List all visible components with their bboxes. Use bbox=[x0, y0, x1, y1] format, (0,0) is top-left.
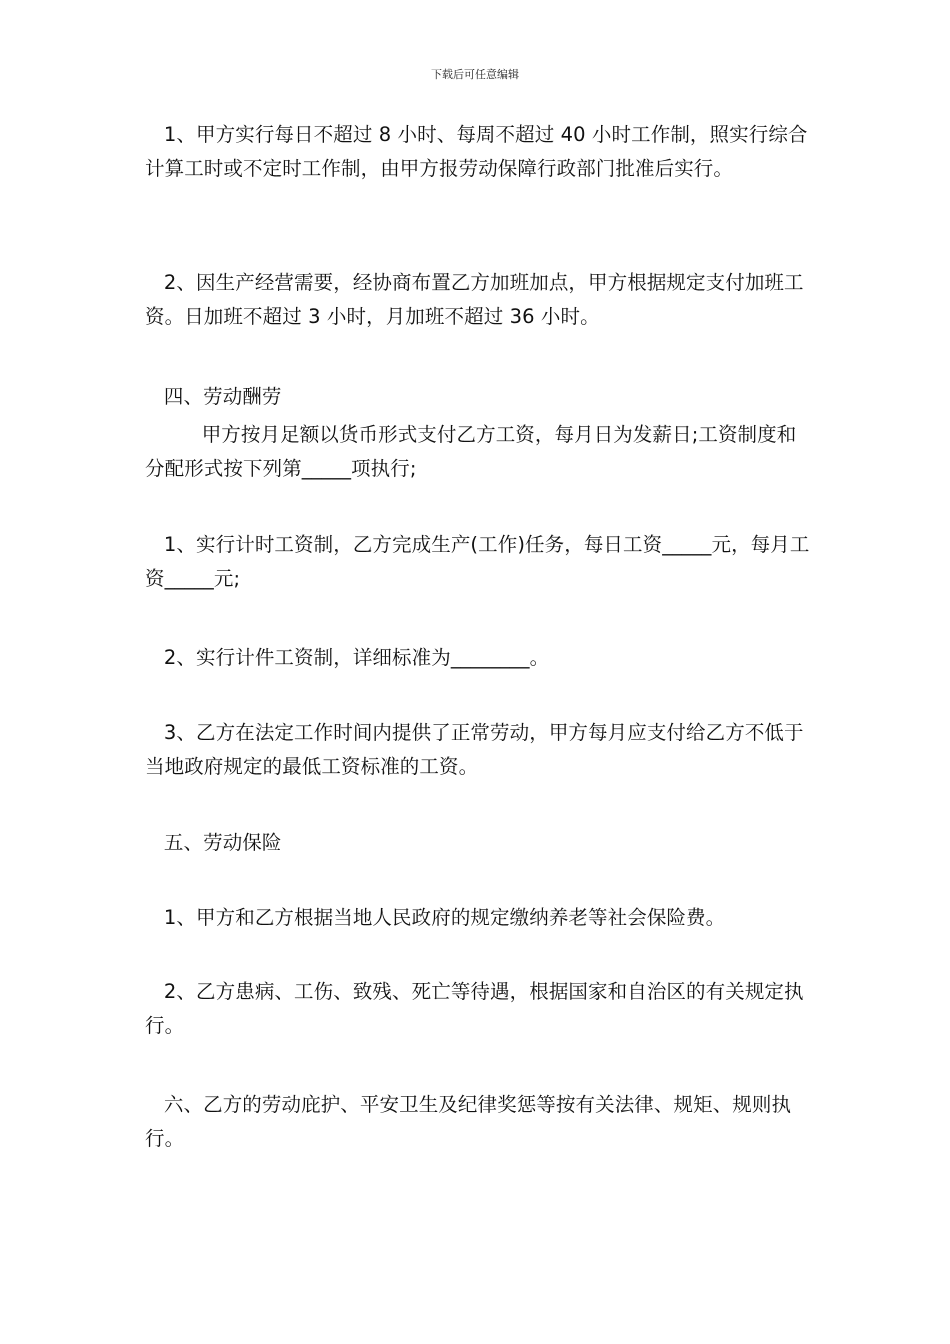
page-header-note: 下载后可任意编辑 bbox=[431, 68, 519, 81]
paragraph-overtime: 2、因生产经营需要，经协商布置乙方加班加点，甲方根据规定支付加班工资。日加班不超过 3 小时，月加班不超过 36 小时。 bbox=[145, 271, 804, 328]
paragraph-injury-benefits: 2、乙方患病、工伤、致残、死亡等待遇，根据国家和自治区的有关规定执行。 bbox=[145, 980, 804, 1037]
paragraph-time-wage: 1、实行计时工资制，乙方完成生产(工作)任务，每日工资_____元，每月工资_____元; bbox=[145, 533, 810, 590]
paragraph-minimum-wage: 3、乙方在法定工作时间内提供了正常劳动，甲方每月应支付给乙方不低于当地政府规定的最低工资标准的工资。 bbox=[145, 721, 804, 778]
section-heading-remuneration: 四、劳动酬劳 bbox=[145, 385, 282, 408]
paragraph-labor-protection: 六、乙方的劳动庇护、平安卫生及纪律奖惩等按有关法律、规矩、规则执行。 bbox=[145, 1093, 792, 1150]
paragraph-social-insurance: 1、甲方和乙方根据当地人民政府的规定缴纳养老等社会保险费。 bbox=[145, 906, 726, 929]
paragraph-work-hours: 1、甲方实行每日不超过 8 小时、每周不超过 40 小时工作制，照实行综合计算工时或不定时工作制，由甲方报劳动保障行政部门批准后实行。 bbox=[145, 123, 808, 180]
paragraph-salary-payment: 甲方按月足额以货币形式支付乙方工资，每月日为发薪日;工资制度和分配形式按下列第_____项执行; bbox=[145, 423, 797, 480]
paragraph-piece-wage: 2、实行计件工资制，详细标准为________。 bbox=[145, 646, 550, 669]
section-heading-insurance: 五、劳动保险 bbox=[145, 831, 282, 854]
